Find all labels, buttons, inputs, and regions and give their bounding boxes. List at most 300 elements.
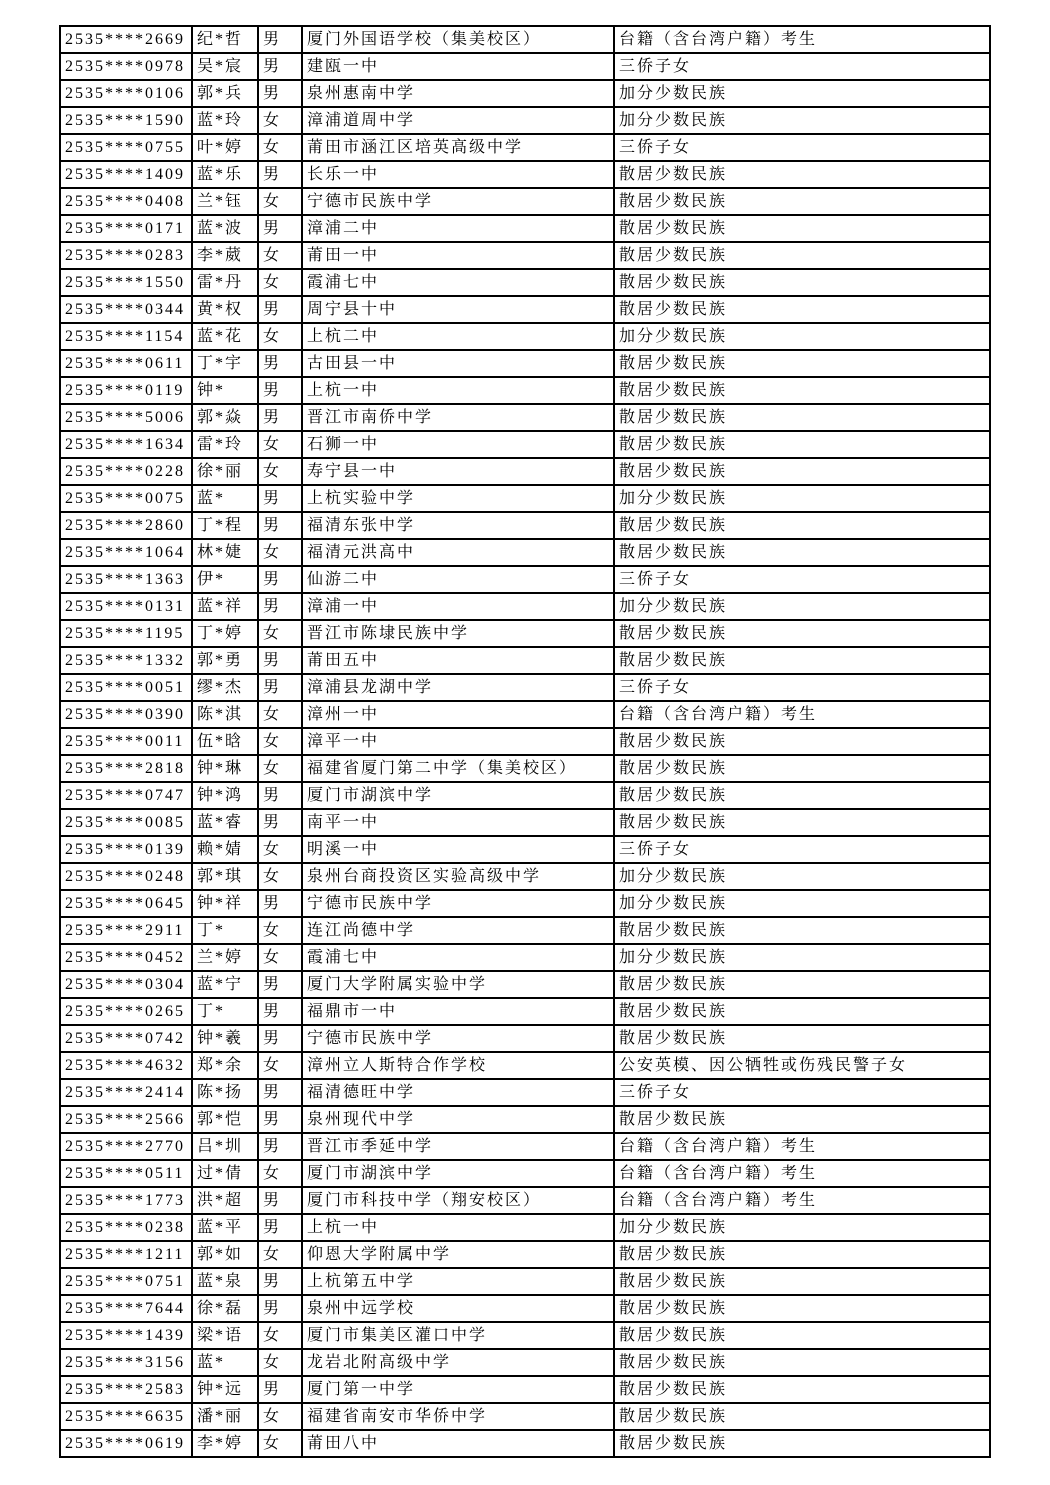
table-row: [60, 971, 990, 998]
cell-category: 散居少数民族: [614, 755, 990, 782]
cell-name: 梁*语: [192, 1322, 258, 1349]
cell-name: 纪*哲: [192, 26, 258, 53]
table-row: [60, 1295, 990, 1322]
table-row: [60, 1241, 990, 1268]
cell-category: 散居少数民族: [614, 1322, 990, 1349]
cell-category: 散居少数民族: [614, 971, 990, 998]
table-row: [60, 944, 990, 971]
cell-category: 散居少数民族: [614, 242, 990, 269]
table-row: [60, 566, 990, 593]
cell-category: 散居少数民族: [614, 1106, 990, 1133]
cell-school: 福清元洪高中: [302, 539, 614, 566]
table-row: [60, 1106, 990, 1133]
table-row: [60, 1376, 990, 1403]
cell-id: 2535****0248: [60, 863, 192, 890]
cell-name: 钟*羲: [192, 1025, 258, 1052]
cell-name: 缪*杰: [192, 674, 258, 701]
table-row: [60, 431, 990, 458]
cell-id: 2535****1550: [60, 269, 192, 296]
cell-category: 散居少数民族: [614, 161, 990, 188]
cell-id: 2535****0075: [60, 485, 192, 512]
candidate-table: [59, 25, 991, 1458]
cell-id: 2535****1363: [60, 566, 192, 593]
cell-name: 蓝*睿: [192, 809, 258, 836]
cell-gender: 女: [258, 863, 302, 890]
cell-school: 上杭一中: [302, 377, 614, 404]
cell-category: 散居少数民族: [614, 431, 990, 458]
cell-name: 蓝*祥: [192, 593, 258, 620]
cell-category: 散居少数民族: [614, 1403, 990, 1430]
cell-name: 赖*婧: [192, 836, 258, 863]
cell-id: 2535****0742: [60, 1025, 192, 1052]
cell-school: 泉州惠南中学: [302, 80, 614, 107]
cell-category: 三侨子女: [614, 1079, 990, 1106]
cell-name: 蓝*泉: [192, 1268, 258, 1295]
cell-school: 仰恩大学附属中学: [302, 1241, 614, 1268]
cell-gender: 男: [258, 215, 302, 242]
cell-school: 上杭二中: [302, 323, 614, 350]
cell-school: 龙岩北附高级中学: [302, 1349, 614, 1376]
table-row: [60, 755, 990, 782]
cell-gender: 男: [258, 161, 302, 188]
cell-name: 徐*丽: [192, 458, 258, 485]
cell-school: 厦门外国语学校（集美校区）: [302, 26, 614, 53]
table-row: [60, 404, 990, 431]
table-row: [60, 917, 990, 944]
cell-gender: 男: [258, 998, 302, 1025]
cell-id: 2535****6635: [60, 1403, 192, 1430]
table-row: [60, 539, 990, 566]
cell-category: 三侨子女: [614, 566, 990, 593]
cell-name: 雷*丹: [192, 269, 258, 296]
cell-category: 散居少数民族: [614, 1295, 990, 1322]
table-row: [60, 674, 990, 701]
table-row: [60, 809, 990, 836]
table-row: [60, 1214, 990, 1241]
cell-name: 陈*淇: [192, 701, 258, 728]
cell-name: 过*倩: [192, 1160, 258, 1187]
cell-name: 郭*勇: [192, 647, 258, 674]
cell-category: 台籍（含台湾户籍）考生: [614, 26, 990, 53]
table-row: [60, 1025, 990, 1052]
cell-gender: 女: [258, 107, 302, 134]
table-row: [60, 782, 990, 809]
cell-gender: 女: [258, 269, 302, 296]
table-row: [60, 350, 990, 377]
table-row: [60, 998, 990, 1025]
cell-name: 伊*: [192, 566, 258, 593]
cell-id: 2535****5006: [60, 404, 192, 431]
cell-name: 郭*如: [192, 1241, 258, 1268]
table-row: [60, 107, 990, 134]
table-row: [60, 728, 990, 755]
table-row: [60, 485, 990, 512]
cell-id: 2535****0283: [60, 242, 192, 269]
cell-category: 散居少数民族: [614, 1349, 990, 1376]
cell-id: 2535****0978: [60, 53, 192, 80]
cell-school: 福建省厦门第二中学（集美校区）: [302, 755, 614, 782]
cell-school: 厦门市集美区灌口中学: [302, 1322, 614, 1349]
cell-gender: 男: [258, 1187, 302, 1214]
cell-name: 丁*: [192, 998, 258, 1025]
cell-name: 丁*程: [192, 512, 258, 539]
cell-school: 漳州一中: [302, 701, 614, 728]
cell-gender: 女: [258, 1322, 302, 1349]
cell-category: 加分少数民族: [614, 944, 990, 971]
cell-id: 2535****0611: [60, 350, 192, 377]
cell-school: 莆田八中: [302, 1430, 614, 1457]
cell-id: 2535****0051: [60, 674, 192, 701]
cell-gender: 女: [258, 1430, 302, 1457]
cell-gender: 女: [258, 1349, 302, 1376]
cell-category: 台籍（含台湾户籍）考生: [614, 701, 990, 728]
cell-gender: 女: [258, 1403, 302, 1430]
cell-category: 散居少数民族: [614, 377, 990, 404]
cell-category: 散居少数民族: [614, 998, 990, 1025]
cell-id: 2535****0171: [60, 215, 192, 242]
cell-gender: 女: [258, 728, 302, 755]
cell-gender: 男: [258, 1376, 302, 1403]
cell-school: 福清德旺中学: [302, 1079, 614, 1106]
cell-id: 2535****1332: [60, 647, 192, 674]
cell-school: 上杭实验中学: [302, 485, 614, 512]
cell-gender: 女: [258, 1160, 302, 1187]
cell-name: 郭*兵: [192, 80, 258, 107]
cell-id: 2535****2911: [60, 917, 192, 944]
cell-category: 散居少数民族: [614, 215, 990, 242]
cell-school: 漳州立人斯特合作学校: [302, 1052, 614, 1079]
cell-gender: 男: [258, 1079, 302, 1106]
cell-name: 钟*鸿: [192, 782, 258, 809]
cell-school: 霞浦七中: [302, 944, 614, 971]
cell-gender: 男: [258, 674, 302, 701]
cell-category: 散居少数民族: [614, 296, 990, 323]
cell-school: 厦门大学附属实验中学: [302, 971, 614, 998]
cell-id: 2535****0390: [60, 701, 192, 728]
cell-name: 蓝*: [192, 485, 258, 512]
cell-name: 陈*扬: [192, 1079, 258, 1106]
cell-category: 三侨子女: [614, 53, 990, 80]
cell-name: 李*葳: [192, 242, 258, 269]
cell-id: 2535****2669: [60, 26, 192, 53]
cell-gender: 男: [258, 1295, 302, 1322]
cell-gender: 男: [258, 512, 302, 539]
table-row: [60, 647, 990, 674]
cell-id: 2535****0106: [60, 80, 192, 107]
cell-name: 吴*宸: [192, 53, 258, 80]
cell-gender: 女: [258, 755, 302, 782]
cell-gender: 男: [258, 647, 302, 674]
cell-category: 散居少数民族: [614, 350, 990, 377]
cell-school: 石狮一中: [302, 431, 614, 458]
cell-id: 2535****0751: [60, 1268, 192, 1295]
cell-id: 2535****0131: [60, 593, 192, 620]
cell-school: 莆田市涵江区培英高级中学: [302, 134, 614, 161]
cell-name: 蓝*乐: [192, 161, 258, 188]
table-row: [60, 53, 990, 80]
cell-category: 三侨子女: [614, 674, 990, 701]
cell-school: 福建省南安市华侨中学: [302, 1403, 614, 1430]
cell-id: 2535****2583: [60, 1376, 192, 1403]
cell-school: 厦门市科技中学（翔安校区）: [302, 1187, 614, 1214]
cell-school: 漳浦道周中学: [302, 107, 614, 134]
cell-school: 上杭第五中学: [302, 1268, 614, 1295]
cell-school: 莆田一中: [302, 242, 614, 269]
cell-school: 宁德市民族中学: [302, 188, 614, 215]
cell-gender: 男: [258, 890, 302, 917]
cell-name: 林*婕: [192, 539, 258, 566]
cell-school: 连江尚德中学: [302, 917, 614, 944]
cell-gender: 女: [258, 701, 302, 728]
cell-category: 散居少数民族: [614, 620, 990, 647]
cell-school: 南平一中: [302, 809, 614, 836]
cell-id: 2535****0228: [60, 458, 192, 485]
cell-category: 散居少数民族: [614, 512, 990, 539]
cell-school: 宁德市民族中学: [302, 1025, 614, 1052]
cell-school: 福清东张中学: [302, 512, 614, 539]
cell-id: 2535****0619: [60, 1430, 192, 1457]
cell-school: 泉州台商投资区实验高级中学: [302, 863, 614, 890]
cell-school: 周宁县十中: [302, 296, 614, 323]
cell-id: 2535****0408: [60, 188, 192, 215]
table-row: [60, 188, 990, 215]
cell-category: 公安英模、因公牺牲或伤残民警子女: [614, 1052, 990, 1079]
table-row: [60, 512, 990, 539]
cell-id: 2535****1773: [60, 1187, 192, 1214]
cell-gender: 男: [258, 1268, 302, 1295]
cell-gender: 男: [258, 1214, 302, 1241]
cell-name: 徐*磊: [192, 1295, 258, 1322]
cell-school: 明溪一中: [302, 836, 614, 863]
table-row: [60, 890, 990, 917]
table-row: [60, 593, 990, 620]
table-row: [60, 323, 990, 350]
cell-category: 散居少数民族: [614, 1241, 990, 1268]
cell-category: 散居少数民族: [614, 809, 990, 836]
cell-id: 2535****0139: [60, 836, 192, 863]
cell-school: 建瓯一中: [302, 53, 614, 80]
cell-gender: 女: [258, 242, 302, 269]
cell-id: 2535****1064: [60, 539, 192, 566]
cell-school: 漳浦县龙湖中学: [302, 674, 614, 701]
cell-name: 蓝*波: [192, 215, 258, 242]
cell-gender: 女: [258, 836, 302, 863]
cell-name: 李*婷: [192, 1430, 258, 1457]
table-row: [60, 1079, 990, 1106]
cell-gender: 女: [258, 944, 302, 971]
cell-category: 台籍（含台湾户籍）考生: [614, 1133, 990, 1160]
cell-id: 2535****7644: [60, 1295, 192, 1322]
cell-category: 散居少数民族: [614, 1430, 990, 1457]
cell-school: 长乐一中: [302, 161, 614, 188]
cell-gender: 女: [258, 431, 302, 458]
cell-category: 散居少数民族: [614, 188, 990, 215]
cell-category: 加分少数民族: [614, 890, 990, 917]
cell-category: 加分少数民族: [614, 593, 990, 620]
cell-gender: 女: [258, 188, 302, 215]
cell-id: 2535****1154: [60, 323, 192, 350]
cell-name: 兰*钰: [192, 188, 258, 215]
cell-id: 2535****1590: [60, 107, 192, 134]
cell-school: 上杭一中: [302, 1214, 614, 1241]
table-row: [60, 1187, 990, 1214]
cell-gender: 女: [258, 620, 302, 647]
cell-category: 散居少数民族: [614, 782, 990, 809]
cell-gender: 男: [258, 377, 302, 404]
cell-school: 厦门第一中学: [302, 1376, 614, 1403]
cell-name: 蓝*: [192, 1349, 258, 1376]
cell-gender: 女: [258, 323, 302, 350]
cell-gender: 男: [258, 1025, 302, 1052]
cell-name: 洪*超: [192, 1187, 258, 1214]
cell-category: 散居少数民族: [614, 1268, 990, 1295]
cell-school: 寿宁县一中: [302, 458, 614, 485]
cell-category: 散居少数民族: [614, 917, 990, 944]
cell-name: 雷*玲: [192, 431, 258, 458]
cell-category: 三侨子女: [614, 836, 990, 863]
cell-name: 钟*祥: [192, 890, 258, 917]
cell-id: 2535****1195: [60, 620, 192, 647]
cell-id: 2535****1634: [60, 431, 192, 458]
table-row: [60, 377, 990, 404]
cell-school: 晋江市陈埭民族中学: [302, 620, 614, 647]
cell-category: 台籍（含台湾户籍）考生: [614, 1160, 990, 1187]
cell-id: 2535****0085: [60, 809, 192, 836]
cell-id: 2535****0344: [60, 296, 192, 323]
table-row: [60, 161, 990, 188]
cell-id: 2535****0011: [60, 728, 192, 755]
cell-school: 泉州现代中学: [302, 1106, 614, 1133]
cell-id: 2535****0452: [60, 944, 192, 971]
cell-id: 2535****1439: [60, 1322, 192, 1349]
cell-name: 丁*: [192, 917, 258, 944]
cell-gender: 女: [258, 134, 302, 161]
cell-name: 叶*婷: [192, 134, 258, 161]
table-row: [60, 1052, 990, 1079]
cell-category: 散居少数民族: [614, 728, 990, 755]
cell-category: 散居少数民族: [614, 1376, 990, 1403]
cell-gender: 男: [258, 566, 302, 593]
cell-id: 2535****4632: [60, 1052, 192, 1079]
table-row: [60, 836, 990, 863]
cell-school: 古田县一中: [302, 350, 614, 377]
cell-id: 2535****0747: [60, 782, 192, 809]
cell-name: 伍*晗: [192, 728, 258, 755]
cell-name: 兰*婷: [192, 944, 258, 971]
cell-name: 丁*宇: [192, 350, 258, 377]
cell-name: 郑*余: [192, 1052, 258, 1079]
table-row: [60, 134, 990, 161]
cell-name: 黄*权: [192, 296, 258, 323]
cell-id: 2535****2414: [60, 1079, 192, 1106]
cell-school: 厦门市湖滨中学: [302, 1160, 614, 1187]
table-row: [60, 1349, 990, 1376]
cell-gender: 男: [258, 296, 302, 323]
table-row: [60, 215, 990, 242]
table-row: [60, 1268, 990, 1295]
cell-name: 钟*远: [192, 1376, 258, 1403]
cell-school: 厦门市湖滨中学: [302, 782, 614, 809]
cell-gender: 女: [258, 458, 302, 485]
cell-gender: 男: [258, 404, 302, 431]
cell-id: 2535****0265: [60, 998, 192, 1025]
cell-name: 郭*恺: [192, 1106, 258, 1133]
cell-school: 霞浦七中: [302, 269, 614, 296]
cell-id: 2535****0645: [60, 890, 192, 917]
cell-gender: 男: [258, 1133, 302, 1160]
cell-id: 2535****2566: [60, 1106, 192, 1133]
table-row: [60, 701, 990, 728]
table-row: [60, 1403, 990, 1430]
cell-gender: 女: [258, 917, 302, 944]
cell-gender: 男: [258, 485, 302, 512]
cell-school: 晋江市南侨中学: [302, 404, 614, 431]
cell-name: 蓝*花: [192, 323, 258, 350]
cell-gender: 男: [258, 971, 302, 998]
cell-id: 2535****0511: [60, 1160, 192, 1187]
cell-gender: 男: [258, 53, 302, 80]
cell-category: 散居少数民族: [614, 269, 990, 296]
cell-name: 蓝*平: [192, 1214, 258, 1241]
table-row: [60, 1322, 990, 1349]
cell-id: 2535****1409: [60, 161, 192, 188]
cell-category: 散居少数民族: [614, 458, 990, 485]
cell-category: 加分少数民族: [614, 1214, 990, 1241]
cell-id: 2535****0238: [60, 1214, 192, 1241]
cell-category: 散居少数民族: [614, 404, 990, 431]
cell-gender: 女: [258, 1241, 302, 1268]
cell-id: 2535****2860: [60, 512, 192, 539]
table-row: [60, 296, 990, 323]
cell-school: 莆田五中: [302, 647, 614, 674]
cell-category: 加分少数民族: [614, 485, 990, 512]
cell-gender: 男: [258, 782, 302, 809]
cell-category: 散居少数民族: [614, 1025, 990, 1052]
cell-gender: 男: [258, 26, 302, 53]
table-row: [60, 80, 990, 107]
cell-id: 2535****3156: [60, 1349, 192, 1376]
cell-gender: 男: [258, 809, 302, 836]
cell-name: 郭*琪: [192, 863, 258, 890]
cell-gender: 男: [258, 1106, 302, 1133]
cell-category: 台籍（含台湾户籍）考生: [614, 1187, 990, 1214]
table-row: [60, 1160, 990, 1187]
cell-name: 蓝*宁: [192, 971, 258, 998]
cell-name: 钟*琳: [192, 755, 258, 782]
cell-school: 仙游二中: [302, 566, 614, 593]
cell-gender: 女: [258, 1052, 302, 1079]
cell-school: 福鼎市一中: [302, 998, 614, 1025]
candidate-table-body: [60, 26, 990, 1457]
cell-name: 蓝*玲: [192, 107, 258, 134]
cell-school: 宁德市民族中学: [302, 890, 614, 917]
cell-name: 潘*丽: [192, 1403, 258, 1430]
table-row: [60, 458, 990, 485]
table-row: [60, 863, 990, 890]
cell-id: 2535****2818: [60, 755, 192, 782]
cell-gender: 女: [258, 539, 302, 566]
table-row: [60, 26, 990, 53]
cell-category: 加分少数民族: [614, 80, 990, 107]
cell-category: 加分少数民族: [614, 107, 990, 134]
table-row: [60, 1133, 990, 1160]
cell-category: 三侨子女: [614, 134, 990, 161]
table-row: [60, 1430, 990, 1457]
cell-school: 漳浦一中: [302, 593, 614, 620]
table-row: [60, 242, 990, 269]
cell-name: 丁*婷: [192, 620, 258, 647]
table-row: [60, 269, 990, 296]
